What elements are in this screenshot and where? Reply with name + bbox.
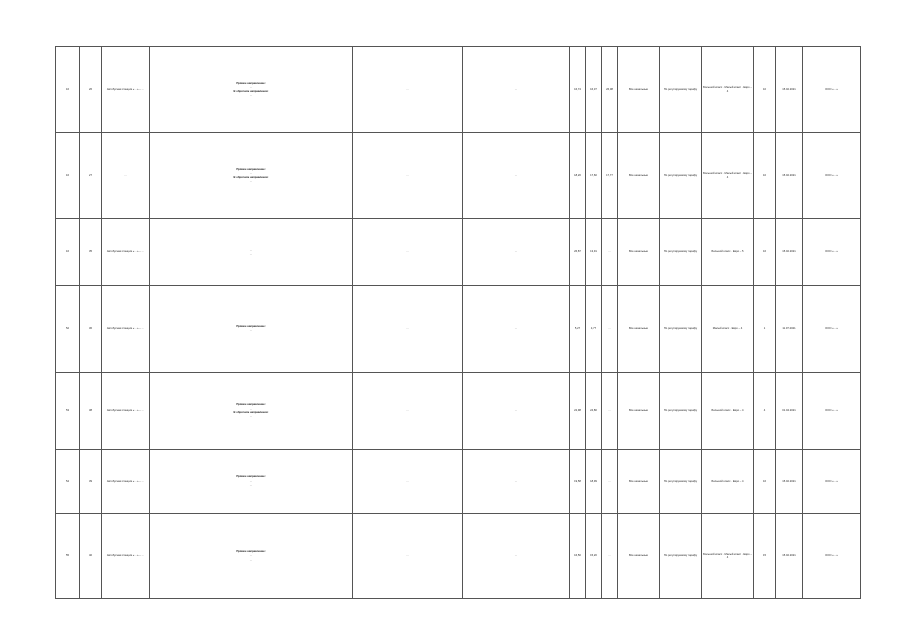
streets-reverse-cell: … [463,373,570,450]
fare-order-cell: По регулируемому тарифу [660,373,702,450]
stops-reverse-text: … [249,415,253,419]
length-total-cell: … [602,286,618,373]
route-row [56,133,861,219]
start-date-cell: 15.02.2021 [776,133,803,219]
stop-type-cell: Все начальные [618,47,660,133]
route-number-cell: 39 [80,450,102,514]
stops-forward-text: … [249,329,253,332]
carrier-cell: ООО «…» [803,133,861,219]
length-forward-cell: 16,74 [570,47,586,133]
start-date-cell: 15.02.2021 [776,514,803,599]
route-row [56,47,861,133]
length-reverse-cell: 15,20 [586,514,602,599]
route-number-cell: 35 [80,219,102,286]
route-number-cell: 27 [80,133,102,219]
route-name-cell: Автобусная станция «…» – … [102,286,150,373]
route-row [56,514,861,599]
stop-type-cell: Все начальные [618,133,660,219]
stops-reverse-text: … [249,484,253,488]
streets-forward-cell: … [353,47,463,133]
fare-order-cell: По регулируемому тарифу [660,47,702,133]
row-index-cell: 16 [56,133,80,219]
stops-cell [150,450,353,514]
length-forward-cell: 26,87 [570,219,586,286]
streets-forward-cell: … [353,514,463,599]
length-total-cell: … [602,450,618,514]
row-index-cell: 16 [56,219,80,286]
length-reverse-cell: 16,37 [586,47,602,133]
route-number-cell: 36 [80,286,102,373]
streets-reverse-cell: … [463,450,570,514]
start-date-cell: 15.02.2021 [776,219,803,286]
length-forward-cell: 16,50 [570,514,586,599]
streets-forward-cell: … [353,219,463,286]
streets-forward-cell: … [353,450,463,514]
route-name-cell: … [102,133,150,219]
start-date-cell: 15.02.2021 [776,47,803,133]
vehicle-count-cell: 10 [754,47,776,133]
vehicles-cell: Большой класс · Малый класс · Евро – 4 [702,133,754,219]
fare-order-cell: По регулируемому тарифу [660,219,702,286]
route-number-cell: 26 [80,47,102,133]
stops-reverse-text: … [249,179,253,183]
length-forward-cell: 22,98 [570,373,586,450]
stop-type-cell: Все начальные [618,373,660,450]
stops-forward-title: Прямое направление: [236,81,266,85]
length-reverse-cell: 18,99 [586,450,602,514]
length-total-cell: 26,08 [602,47,618,133]
stops-reverse-title: В обратном направлении: [233,175,269,179]
vehicles-cell: Большой класс · Евро – 5 [702,219,754,286]
route-name-cell: Автобусная станция «…» – … [102,47,150,133]
vehicle-count-cell: 16 [754,219,776,286]
start-date-cell: 11.07.2021 [776,286,803,373]
stops-forward-text: … [249,554,253,558]
vehicles-cell: Большой класс · Евро – 4 [702,373,754,450]
row-index-cell: 52 [56,286,80,373]
start-date-cell: 15.02.2021 [776,450,803,514]
length-reverse-cell: 24,80 [586,373,602,450]
stops-reverse-text: … [249,253,253,256]
stops-forward-title: Прямое направление: [236,167,266,171]
stop-type-cell: Все начальные [618,219,660,286]
route-name-cell: Автобусная станция «…» – … [102,514,150,599]
stops-forward-text: … [249,248,253,252]
length-total-cell: … [602,219,618,286]
carrier-cell: ООО «…» [803,219,861,286]
stop-type-cell: Все начальные [618,514,660,599]
fare-order-cell: По регулируемому тарифу [660,450,702,514]
length-total-cell: 17,77 [602,133,618,219]
carrier-cell: ООО «…» [803,514,861,599]
length-forward-cell: 19,58 [570,450,586,514]
route-number-cell: 40 [80,514,102,599]
vehicle-count-cell: 16 [754,450,776,514]
start-date-cell: 01.04.2021 [776,373,803,450]
stops-forward-text: … [249,86,253,90]
stops-reverse-title: В обратном направлении: [233,89,269,93]
route-row [56,450,861,514]
row-index-cell: 54 [56,450,80,514]
length-reverse-cell: 4,77 [586,286,602,373]
fare-order-cell: По регулируемому тарифу [660,514,702,599]
stops-forward-text: … [249,479,253,483]
vehicles-cell: Большой класс · Евро – 4 [702,450,754,514]
route-row [56,219,861,286]
route-register-sheet [55,46,860,599]
carrier-cell: ООО «…» [803,47,861,133]
vehicle-count-cell: 10 [754,133,776,219]
streets-forward-cell: … [353,133,463,219]
stops-reverse-title: В обратном направлении: [233,411,269,414]
route-row [56,286,861,373]
carrier-cell: ООО «…» [803,450,861,514]
stop-type-cell: Все начальные [618,450,660,514]
length-reverse-cell: 17,60 [586,133,602,219]
stops-forward-text: … [249,172,253,176]
route-register-table [55,46,861,599]
row-index-cell: 53 [56,373,80,450]
row-index-cell: 16 [56,47,80,133]
length-forward-cell: 5,27 [570,286,586,373]
streets-reverse-cell: … [463,286,570,373]
carrier-cell: ООО «…» [803,373,861,450]
stops-cell [150,514,353,599]
stops-cell [150,373,353,450]
stops-forward-title: Прямое направление: [236,403,266,407]
row-index-cell: 55 [56,514,80,599]
vehicle-count-cell: 4 [754,373,776,450]
fare-order-cell: По регулируемому тарифу [660,133,702,219]
fare-order-cell: По регулируемому тарифу [660,286,702,373]
stops-cell [150,47,353,133]
stops-forward-title: Прямое направление: [236,549,266,553]
stops-cell [150,219,353,286]
stops-reverse-text: … [249,93,253,97]
stops-reverse-text: … [249,558,253,562]
stops-forward-title: Прямое направление: [236,324,266,328]
stops-cell [150,286,353,373]
length-reverse-cell: 13,91 [586,219,602,286]
vehicle-count-cell: 1 [754,286,776,373]
vehicles-cell: Большой класс · Малый класс · Евро – 4 [702,47,754,133]
streets-reverse-cell: … [463,514,570,599]
stops-forward-text: … [249,407,253,411]
stops-forward-title: Прямое направление: [236,475,266,479]
route-name-cell: Автобусная станция «…» – … [102,373,150,450]
length-total-cell: … [602,373,618,450]
vehicles-cell: Большой класс · Малый класс · Евро – 4 [702,514,754,599]
carrier-cell: ООО «…» [803,286,861,373]
streets-reverse-cell: … [463,219,570,286]
streets-reverse-cell: … [463,133,570,219]
vehicle-count-cell: 15 [754,514,776,599]
length-total-cell: … [602,514,618,599]
route-name-cell: Автобусная станция «…» – … [102,450,150,514]
route-row [56,373,861,450]
route-name-cell: Автобусная станция «…» – … [102,219,150,286]
streets-forward-cell: … [353,373,463,450]
streets-forward-cell: … [353,286,463,373]
streets-reverse-cell: … [463,47,570,133]
route-number-cell: 38 [80,373,102,450]
vehicles-cell: Малый класс · Евро – 4 [702,286,754,373]
stop-type-cell: Все начальные [618,286,660,373]
length-forward-cell: 18,20 [570,133,586,219]
stops-cell [150,133,353,219]
